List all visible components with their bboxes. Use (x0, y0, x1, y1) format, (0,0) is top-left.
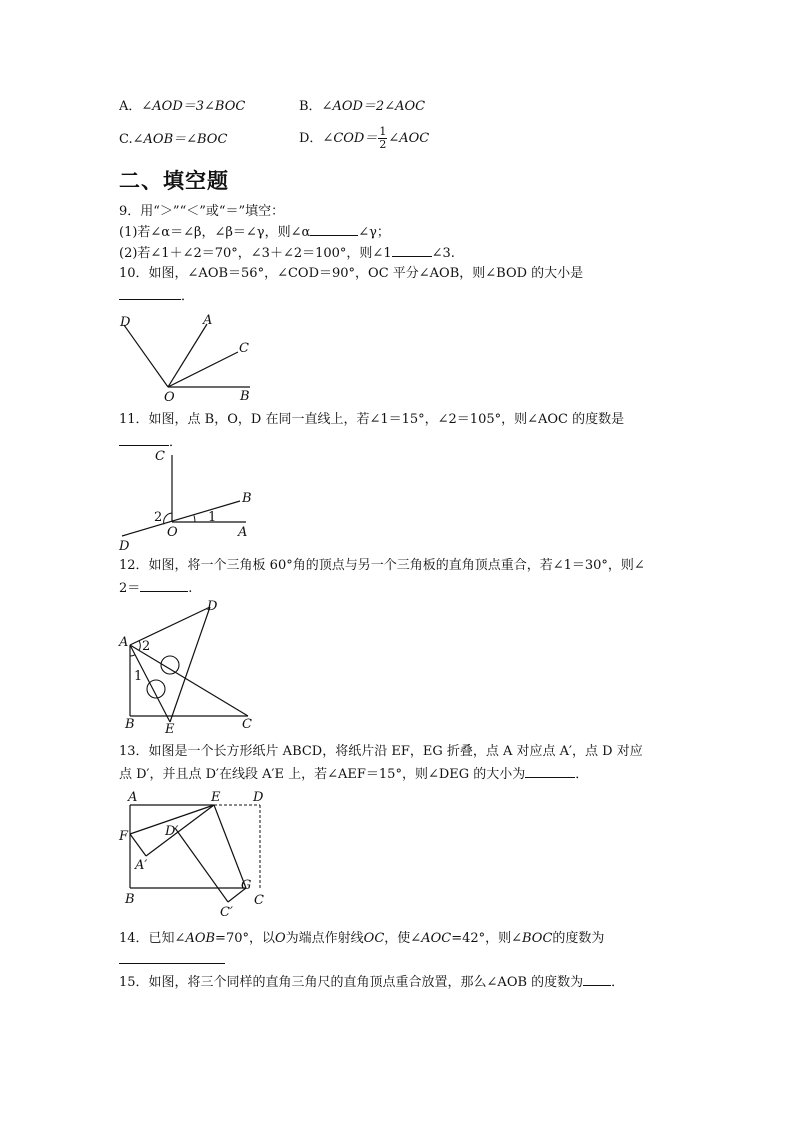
q14-mid-1: =70°，以 (215, 931, 275, 946)
q11-answer-line (119, 432, 182, 452)
option-d-fraction (378, 126, 387, 151)
q12-text-line1: 12．如图，将一个三角板 60°角的顶点与另一个三角板的直角顶点重合，若∠1＝30°，则∠ (119, 558, 645, 573)
q11-tail: ． (169, 435, 183, 450)
q13-figure (118, 788, 278, 920)
q14-mid-2: 为端点作射线 (285, 931, 364, 946)
option-d-expr-pre: ∠COD＝ (322, 131, 378, 146)
q11-label-2: 2 (154, 510, 163, 525)
q14-expr-o: O (274, 931, 286, 946)
q13-label-e: E (211, 790, 221, 805)
q11-label-c: C (155, 449, 165, 464)
q13-label-f: F (119, 829, 129, 844)
q14-mid-5: 的度数为 (552, 931, 605, 946)
q12-label-1: 1 (134, 669, 143, 684)
q14-pre: 14．已知 (119, 931, 175, 946)
q13-label-a: A (128, 790, 138, 805)
q13-label-c-prime: C′ (220, 905, 233, 920)
q11-label-b: B (242, 491, 252, 506)
q14-answer-line (119, 950, 225, 970)
q11-label-d: D (119, 539, 130, 554)
option-b-label: B． (299, 99, 322, 114)
q11-text: 11．如图，点 B，O，D 在同一直线上，若∠1＝15°，∠2＝105°，则∠AOC 的度数是 (119, 412, 625, 427)
q14-expr-aoc: ∠AOC (410, 931, 452, 946)
q10-label-d: D (120, 315, 131, 330)
q10-label-o: O (164, 390, 175, 405)
q9-part2-pre: (2)若∠1＋∠2＝70°，∠3＋∠2＝100°，则∠1 (119, 246, 392, 261)
fraction-denominator: 2 (379, 138, 387, 151)
q14-mid-4: =42°，则 (451, 931, 512, 946)
q15-text-body: 15．如图，将三个同样的直角三角尺的直角顶点重合放置，那么∠AOB 的度数为 (119, 975, 584, 990)
q9-answer-blank-2[interactable] (392, 243, 432, 257)
q13-text-line1: 13．如图是一个长方形纸片 ABCD，将纸片沿 EF，EG 折叠，点 A 对应点 A′，点 D 对应 (119, 744, 643, 759)
q12-answer-blank[interactable] (140, 578, 188, 592)
q11-answer-blank[interactable] (119, 432, 169, 446)
q15-text (119, 972, 624, 992)
q13-tail: ． (575, 767, 589, 782)
q10-text: 10．如图，∠AOB＝56°，∠COD＝90°，OC 平分∠AOB，则∠BOD 的大小是 (119, 266, 584, 281)
q11-label-1: 1 (208, 510, 217, 525)
q10-label-b: B (240, 389, 250, 404)
q12-tail: . (188, 581, 193, 596)
q14-expr-oc: OC (363, 931, 385, 946)
q10-label-c: C (239, 341, 249, 356)
option-c-label: C. (119, 132, 133, 147)
q14-mid-3: ，使 (384, 931, 411, 946)
q12-label-c: C (242, 717, 252, 732)
q12-text-line2-pre: 2＝ (119, 581, 141, 596)
q12-label-a: A (119, 635, 129, 650)
q13-label-d-prime: D′ (165, 824, 179, 839)
q13-answer-blank[interactable] (525, 764, 575, 778)
q14-expr-boc: ∠BOC (511, 931, 553, 946)
q9-stem: 9．用“＞”“＜”或“＝”填空： (119, 204, 285, 219)
option-c (119, 131, 227, 149)
q9-answer-blank-1[interactable] (310, 222, 358, 236)
option-a (119, 98, 245, 116)
option-c-expr: ∠AOB＝∠BOC (132, 132, 228, 147)
fraction-numerator: 1 (379, 125, 387, 138)
q13-label-b: B (125, 892, 135, 907)
q9-part1-pre: (1)若∠α＝∠β，∠β＝∠γ，则∠α (119, 225, 311, 240)
q14-expr-aob: ∠AOB (174, 931, 216, 946)
q10-figure (118, 312, 268, 404)
option-d-label: D． (299, 131, 323, 146)
q9-part1 (119, 222, 390, 242)
q11-figure (118, 449, 268, 554)
option-b (299, 98, 425, 116)
q13-label-d: D (253, 790, 264, 805)
q12-label-d: D (207, 599, 218, 614)
q10-answer-blank[interactable] (119, 286, 181, 300)
q10-tail: ． (181, 289, 195, 304)
q12-label-2: 2 (142, 639, 151, 654)
q10-answer-line (119, 286, 194, 306)
q11-label-o: O (167, 525, 178, 540)
q14-answer-blank[interactable] (119, 950, 225, 964)
q12-figure (118, 598, 268, 738)
q9-part1-post: ∠γ； (358, 225, 390, 240)
q13-label-c: C (254, 893, 264, 908)
option-a-label: A． (119, 99, 142, 114)
q13-text-line2-pre: 点 D′，并且点 D′在线段 A′E 上，若∠AEF＝15°，则∠DEG 的大小为 (119, 767, 526, 782)
option-d (299, 124, 429, 154)
q9-part2 (119, 243, 455, 263)
q12-text-line2 (119, 578, 192, 598)
q13-label-a-prime: A′ (135, 858, 148, 873)
option-b-expr: ∠AOD＝2∠AOC (321, 99, 426, 114)
q9-part2-post: ∠3. (431, 246, 455, 261)
q12-label-e: E (165, 722, 175, 737)
q13-text-line2 (119, 764, 588, 784)
option-a-expr: ∠AOD＝3∠BOC (141, 99, 246, 114)
q15-answer-blank[interactable] (583, 972, 611, 986)
section-title: 二、填空题 (119, 169, 229, 193)
option-d-expr-post: ∠AOC (388, 131, 430, 146)
q10-label-a: A (203, 313, 213, 328)
q12-label-b: B (125, 717, 135, 732)
q13-label-g: G (241, 878, 252, 893)
q11-label-a: A (238, 525, 248, 540)
q15-tail: ． (611, 975, 625, 990)
q14-text (119, 930, 604, 948)
